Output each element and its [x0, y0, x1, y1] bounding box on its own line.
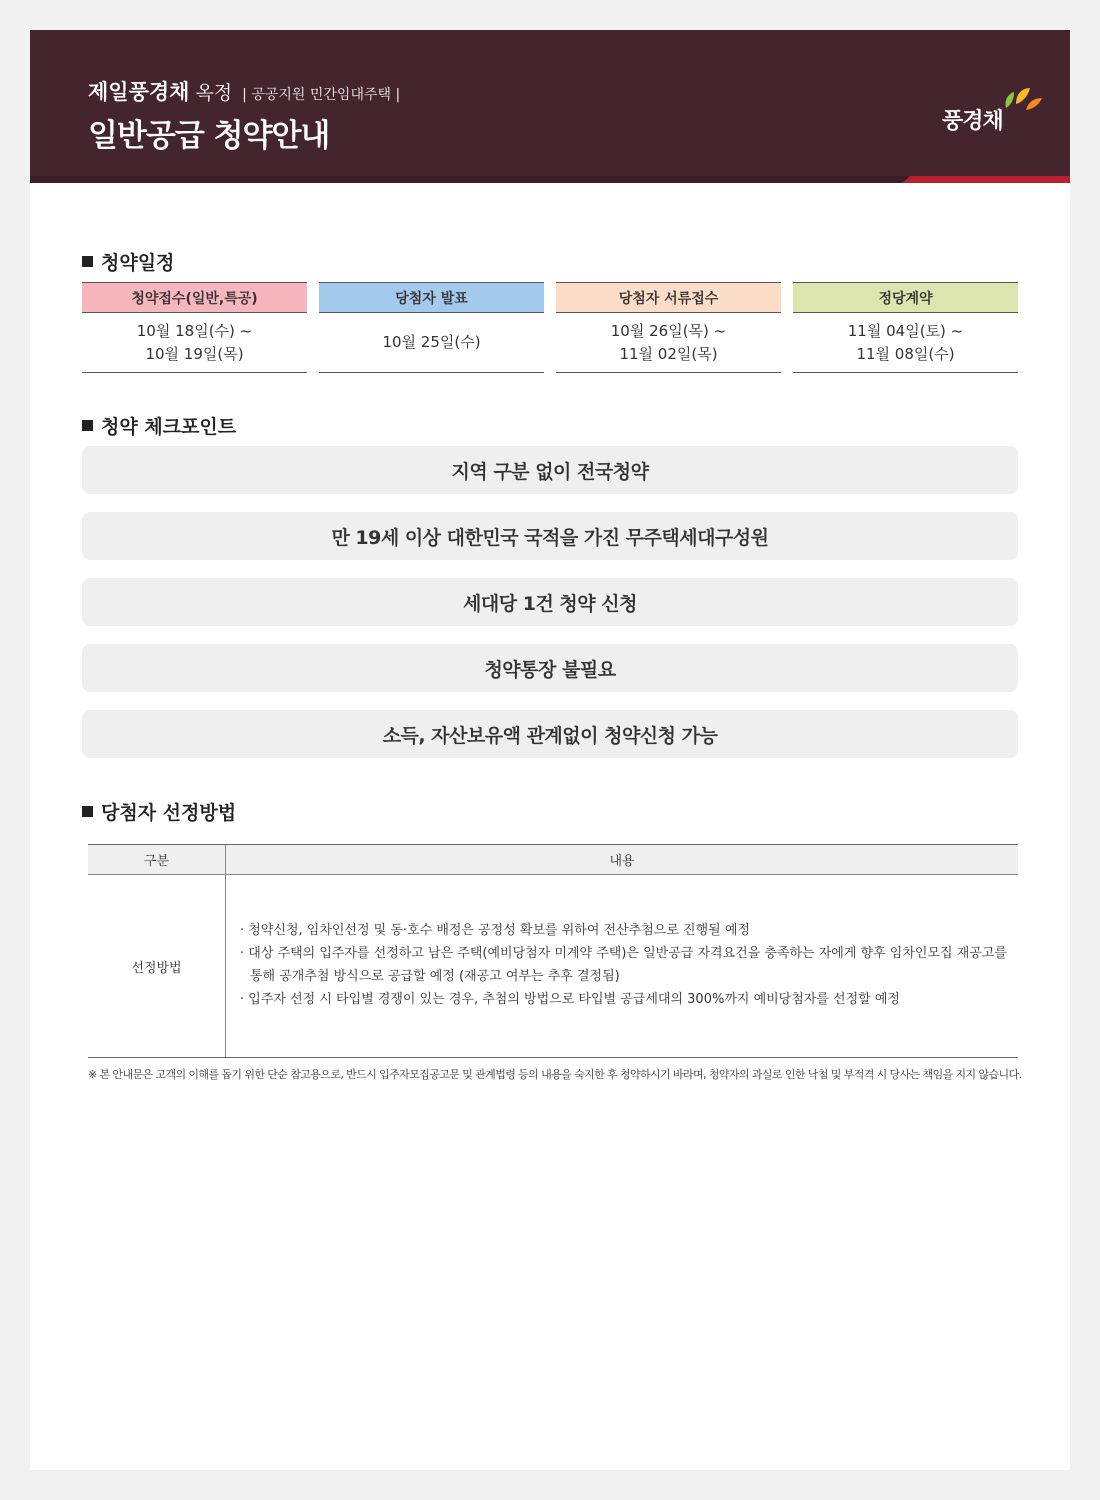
schedule-section-title [82, 248, 174, 275]
table-row-content [226, 875, 1018, 1057]
schedule-date-line: 11월 08일(수) [856, 344, 955, 363]
logo-text: 풍경채 [942, 109, 1003, 134]
selection-section-title [82, 798, 236, 825]
checkpoint-item: 지역 구분 없이 전국청약 [82, 446, 1018, 494]
schedule-item-announcement [319, 282, 544, 373]
list-item: · 입주자 선정 시 타입별 경쟁이 있는 경우, 추첨의 방법으로 타입별 공급세대의 300%까지 예비당첨자를 선정할 예정 [240, 992, 900, 1007]
schedule-date [82, 313, 307, 373]
square-bullet-icon [82, 256, 93, 267]
leaves-icon [996, 80, 1046, 114]
checkpoint-item: 소득, 자산보유액 관계없이 청약신청 가능 [82, 710, 1018, 758]
notice-page [30, 30, 1070, 1470]
schedule-date-line: 11월 02일(목) [619, 344, 718, 363]
checkpoints-title-text: 청약 체크포인트 [101, 416, 237, 438]
schedule-date-line: 11월 04일(토) ~ [847, 321, 964, 340]
selection-table [88, 844, 1018, 1058]
table-row-label: 선정방법 [88, 875, 226, 1057]
schedule-date-line: 10월 25일(수) [382, 333, 481, 351]
branch-name: 옥정 [195, 82, 233, 104]
schedule-title-text: 청약일정 [101, 252, 175, 274]
schedule-date-line: 10월 19일(목) [145, 344, 244, 363]
header-subline [88, 76, 400, 106]
schedule-label: 당첨자 발표 [319, 282, 544, 313]
schedule-date [793, 313, 1018, 373]
list-item: · 청약신청, 임차인선정 및 동·호수 배정은 공정성 확보를 위하여 전산추첨으로 진행될 예정 [240, 923, 750, 938]
checkpoints-section-title [82, 412, 236, 439]
checkpoint-item: 세대당 1건 청약 신청 [82, 578, 1018, 626]
checkpoint-item: 청약통장 불필요 [82, 644, 1018, 692]
selection-title-text: 당첨자 선정방법 [101, 802, 237, 824]
brand-name: 제일풍경채 [88, 80, 190, 104]
square-bullet-icon [82, 806, 93, 817]
disclaimer-note: ※ 본 안내문은 고객의 이해를 돕기 위한 단순 참고용으로, 반드시 입주자모집공고문 및 관계법령 등의 내용을 숙지한 후 청약하시기 바라며, 청약자의 과실로 인한 낙첨 및 부적격 시 당사는 책임을 지지 않습니다. [88, 1068, 1022, 1081]
schedule-date-line: 10월 18일(수) ~ [136, 321, 253, 340]
schedule-item-application [82, 282, 307, 373]
schedule-label: 당첨자 서류접수 [556, 282, 781, 313]
schedule-item-contract [793, 282, 1018, 373]
table-header-category: 구분 [88, 845, 226, 874]
table-header-row [88, 845, 1018, 875]
brand-logo [942, 96, 1032, 136]
table-row [88, 875, 1018, 1057]
square-bullet-icon [82, 420, 93, 431]
schedule-label: 청약접수(일반,특공) [82, 282, 307, 313]
schedule-date [556, 313, 781, 373]
header-banner [30, 30, 1070, 183]
table-header-content: 내용 [609, 854, 635, 869]
list-item: · 대상 주택의 입주자를 선정하고 남은 주택(예비당첨자 미계약 주택)은 일반공급 자격요건을 충족하는 자에게 향후 임차인모집 재공고를 통해 공개추첨 방식으로 공급할 예정 (재공고 여부는 추후 결정됨) [240, 946, 1007, 984]
schedule-date-line: 10월 26일(목) ~ [610, 321, 727, 340]
header-notch [902, 176, 918, 183]
page-title: 일반공급 청약안내 [88, 118, 330, 154]
housing-type: | 공공지원 민간임대주택 | [242, 87, 401, 103]
schedule-item-documents [556, 282, 781, 373]
checkpoint-item: 만 19세 이상 대한민국 국적을 가진 무주택세대구성원 [82, 512, 1018, 560]
schedule-label: 정당계약 [793, 282, 1018, 313]
header-accent-bar [910, 176, 1070, 183]
schedule-date [319, 313, 544, 373]
